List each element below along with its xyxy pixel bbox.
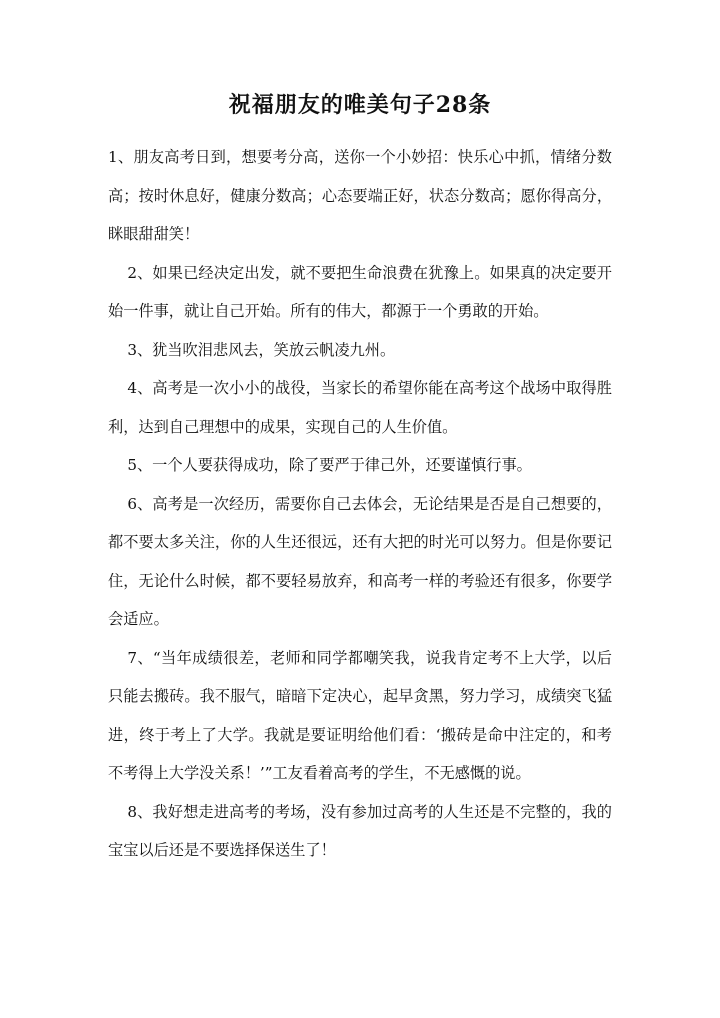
document-title: 祝福朋友的唯美句子28条 — [228, 92, 492, 118]
paragraph-1 — [108, 138, 612, 254]
paragraph-6 — [108, 485, 612, 639]
paragraph-8 — [108, 793, 612, 870]
paragraph-6-text: 6、高考是一次经历，需要你自己去体会，无论结果是否是自己想要的，都不要太多关注，你的人生还很远，还有大把的时光可以努力。但是你要记住，无论什么时候，都不要轻易放弃，和高考一样的考验还有很多，你要学会适应。 — [108, 494, 612, 628]
paragraph-5-text: 5、一个人要获得成功，除了要严于律己外，还要谨慎行事。 — [127, 456, 532, 474]
paragraph-7 — [108, 639, 612, 793]
paragraph-3-text: 3、犹当吹泪悲风去，笑放云帆凌九州。 — [127, 340, 396, 359]
paragraph-7-text: 7、“当年成绩很差，老师和同学都嘲笑我，说我肯定考不上大学，以后只能去搬砖。我不服气，暗暗下定决心，起早贪黑，努力学习，成绩突飞猛进，终于考上了大学。我就是要证明给他们看：‘搬砖是命中注定的，和考不考得上大学没关系！’”工友看着高考的学生，不无感慨的说。 — [108, 648, 612, 782]
paragraph-3 — [108, 331, 612, 370]
paragraph-8-text: 8、我好想走进高考的考场，没有参加过高考的人生还是不完整的，我的宝宝以后还是不要选择保送生了！ — [108, 802, 612, 859]
paragraph-2-text: 2、如果已经决定出发，就不要把生命浪费在犹豫上。如果真的决定要开始一件事，就让自己开始。所有的伟大，都源于一个勇敢的开始。 — [108, 263, 612, 320]
paragraph-2 — [108, 254, 612, 331]
paragraph-4-text: 4、高考是一次小小的战役，当家长的希望你能在高考这个战场中取得胜利，达到自己理想中的成果，实现自己的人生价值。 — [108, 379, 612, 436]
paragraph-4 — [108, 369, 612, 446]
paragraph-5 — [108, 446, 612, 485]
paragraph-1-text: 1、朋友高考日到，想要考分高，送你一个小妙招：快乐心中抓，情绪分数高；按时休息好，健康分数高；心态要端正好，状态分数高；愿你得高分，眯眼甜甜笑！ — [108, 148, 612, 243]
